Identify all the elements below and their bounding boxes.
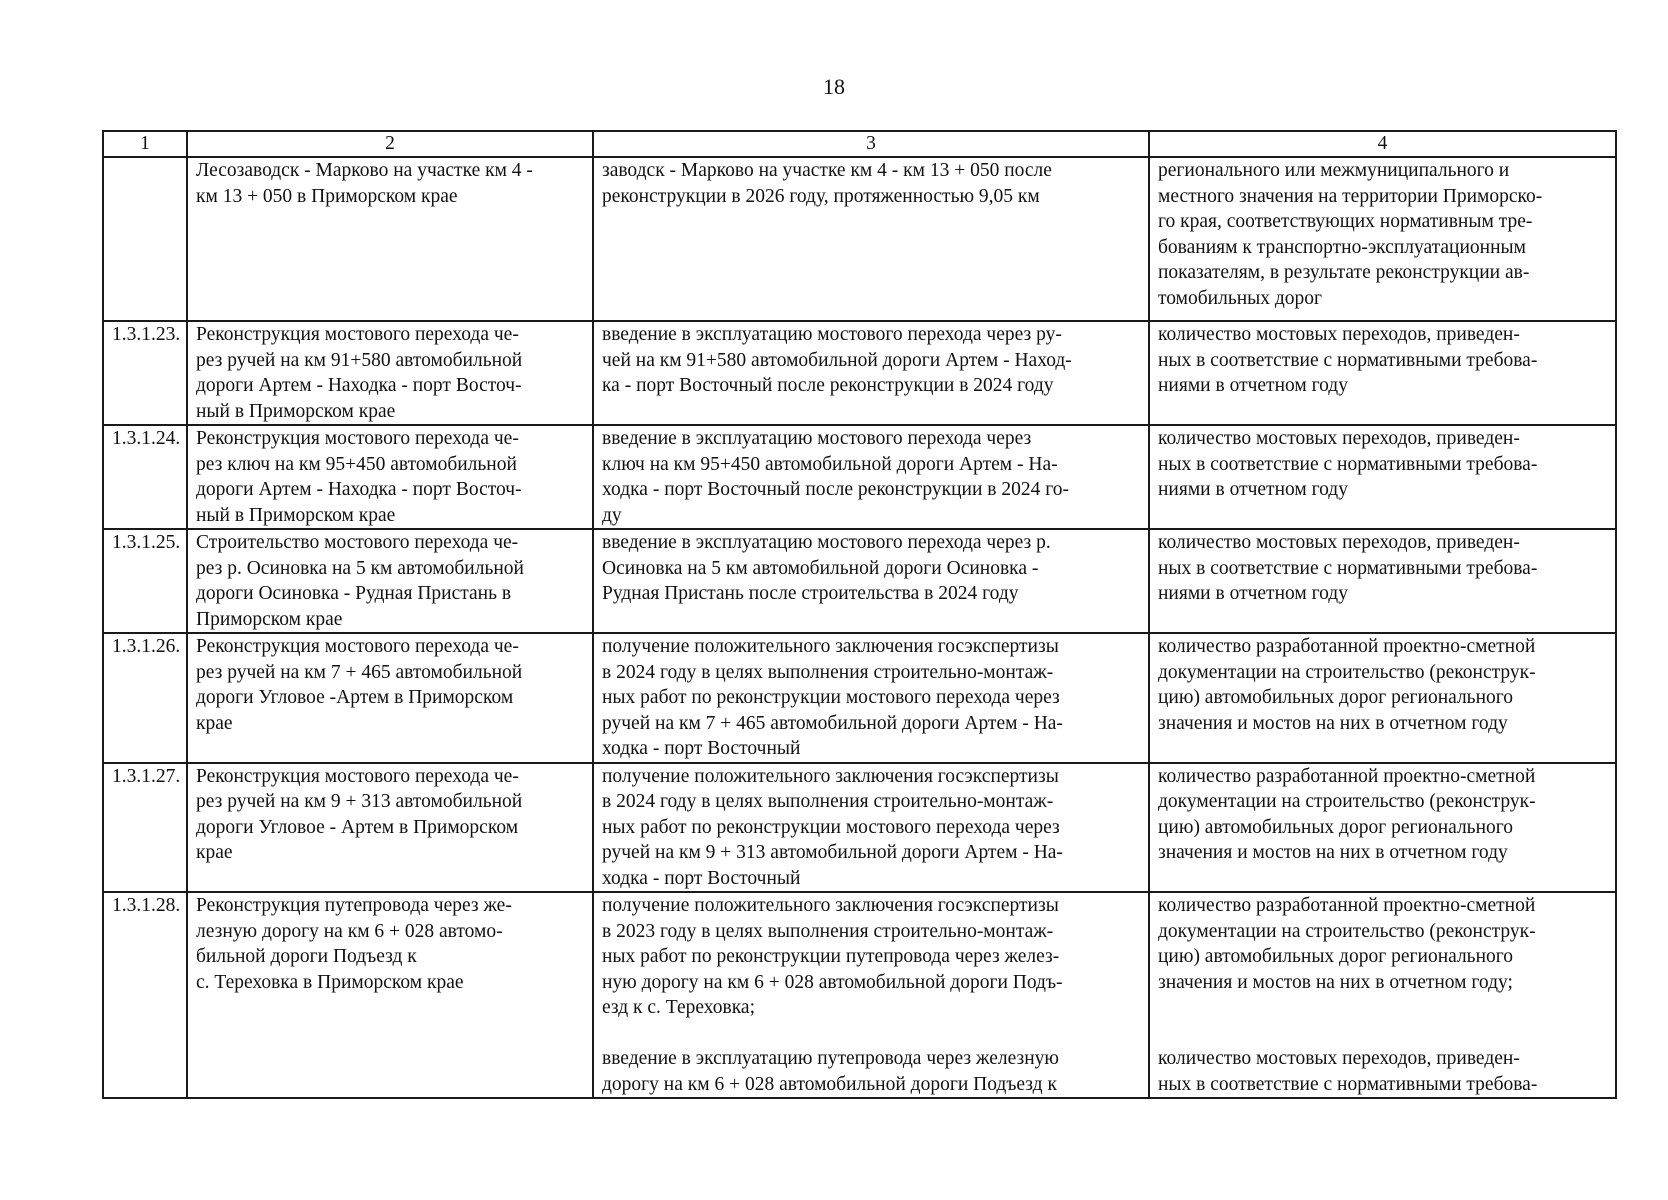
result-cell: получение положительного заключения госэкспертизы в 2023 году в целях выполнения строительно-монтаж- ных работ по реконструкции путепровода через желез- ную дорогу на км 6 + 028 автомобильной дороги Подъ- езд к с. Тереховка; введение в эксплуатацию путепровода через железную дорогу на км 6 + 028 автомобильной дороги Подъезд к bbox=[593, 892, 1149, 1098]
row-number-cell: 1.3.1.23. bbox=[103, 321, 187, 425]
row-number-cell: 1.3.1.28. bbox=[103, 892, 187, 1098]
column-header-3: 3 bbox=[593, 131, 1149, 157]
measure-name-cell: Реконструкция мостового перехода че- рез ручей на км 7 + 465 автомобильной дороги Угловое -Артем в Приморском крае bbox=[187, 633, 593, 763]
result-cell: заводск - Марково на участке км 4 - км 13 + 050 после реконструкции в 2026 году, протяженностью 9,05 км bbox=[593, 157, 1149, 321]
page-number: 18 bbox=[823, 74, 845, 99]
table-row bbox=[103, 321, 1616, 425]
row-number-cell: 1.3.1.25. bbox=[103, 529, 187, 633]
indicator-cell: количество мостовых переходов, приведен- ных в соответствие с нормативными требова- ниями в отчетном году bbox=[1149, 425, 1616, 529]
result-cell: введение в эксплуатацию мостового перехода через ру- чей на км 91+580 автомобильной дороги Артем - Наход- ка - порт Восточный после реконструкции в 2024 году bbox=[593, 321, 1149, 425]
result-cell: получение положительного заключения госэкспертизы в 2024 году в целях выполнения строительно-монтаж- ных работ по реконструкции мостового перехода через ручей на км 7 + 465 автомобильной дороги Артем - На- ходка - порт Восточный bbox=[593, 633, 1149, 763]
table-row bbox=[103, 763, 1616, 893]
measures-table bbox=[102, 130, 1617, 1099]
measure-name-cell: Реконструкция мостового перехода че- рез ручей на км 91+580 автомобильной дороги Артем - Находка - порт Восточ- ный в Приморском крае bbox=[187, 321, 593, 425]
measure-name-cell: Реконструкция путепровода через же- лезную дорогу на км 6 + 028 автомо- бильной дороги Подъезд к с. Тереховка в Приморском крае bbox=[187, 892, 593, 1098]
measure-name-cell: Реконструкция мостового перехода че- рез ключ на км 95+450 автомобильной дороги Артем - Находка - порт Восточ- ный в Приморском крае bbox=[187, 425, 593, 529]
table-row bbox=[103, 633, 1616, 763]
row-number-cell: 1.3.1.27. bbox=[103, 763, 187, 893]
result-cell: введение в эксплуатацию мостового перехода через ключ на км 95+450 автомобильной дороги Артем - На- ходка - порт Восточный после реконструкции в 2024 го- ду bbox=[593, 425, 1149, 529]
column-header-4: 4 bbox=[1149, 131, 1616, 157]
measure-name-cell: Реконструкция мостового перехода че- рез ручей на км 9 + 313 автомобильной дороги Угловое - Артем в Приморском крае bbox=[187, 763, 593, 893]
indicator-cell: количество разработанной проектно-сметной документации на строительство (реконструк- цию) автомобильных дорог регионального значения и мостов на них в отчетном году bbox=[1149, 763, 1616, 893]
column-header-1: 1 bbox=[103, 131, 187, 157]
table-row bbox=[103, 425, 1616, 529]
indicator-cell: количество разработанной проектно-сметной документации на строительство (реконструк- цию) автомобильных дорог регионального значения и мостов на них в отчетном году bbox=[1149, 633, 1616, 763]
row-number-cell bbox=[103, 157, 187, 321]
column-header-2: 2 bbox=[187, 131, 593, 157]
measure-name-cell: Лесозаводск - Марково на участке км 4 - км 13 + 050 в Приморском крае bbox=[187, 157, 593, 321]
measure-name-cell: Строительство мостового перехода че- рез р. Осиновка на 5 км автомобильной дороги Осиновка - Рудная Пристань в Приморском крае bbox=[187, 529, 593, 633]
row-number-cell: 1.3.1.26. bbox=[103, 633, 187, 763]
table-row bbox=[103, 529, 1616, 633]
result-cell: получение положительного заключения госэкспертизы в 2024 году в целях выполнения строительно-монтаж- ных работ по реконструкции мостового перехода через ручей на км 9 + 313 автомобильной дороги Артем - На- ходка - порт Восточный bbox=[593, 763, 1149, 893]
indicator-cell: количество мостовых переходов, приведен- ных в соответствие с нормативными требова- ниями в отчетном году bbox=[1149, 529, 1616, 633]
row-number-cell: 1.3.1.24. bbox=[103, 425, 187, 529]
result-cell: введение в эксплуатацию мостового перехода через р. Осиновка на 5 км автомобильной дороги Осиновка - Рудная Пристань после строительства в 2024 году bbox=[593, 529, 1149, 633]
indicator-cell: регионального или межмуниципального и местного значения на территории Приморско- го края, соответствующих нормативным тре- бованиям к транспортно-эксплуатационным показателям, в результате реконструкции ав- томобильных дорог bbox=[1149, 157, 1616, 321]
table-row bbox=[103, 157, 1616, 321]
table-row bbox=[103, 892, 1616, 1098]
indicator-cell: количество мостовых переходов, приведен- ных в соответствие с нормативными требова- ниями в отчетном году bbox=[1149, 321, 1616, 425]
indicator-cell: количество разработанной проектно-сметной документации на строительство (реконструк- цию) автомобильных дорог регионального значения и мостов на них в отчетном году; количество мостовых переходов, приведен- ных в соответствие с нормативными требова- bbox=[1149, 892, 1616, 1098]
table-header-row bbox=[103, 131, 1616, 157]
